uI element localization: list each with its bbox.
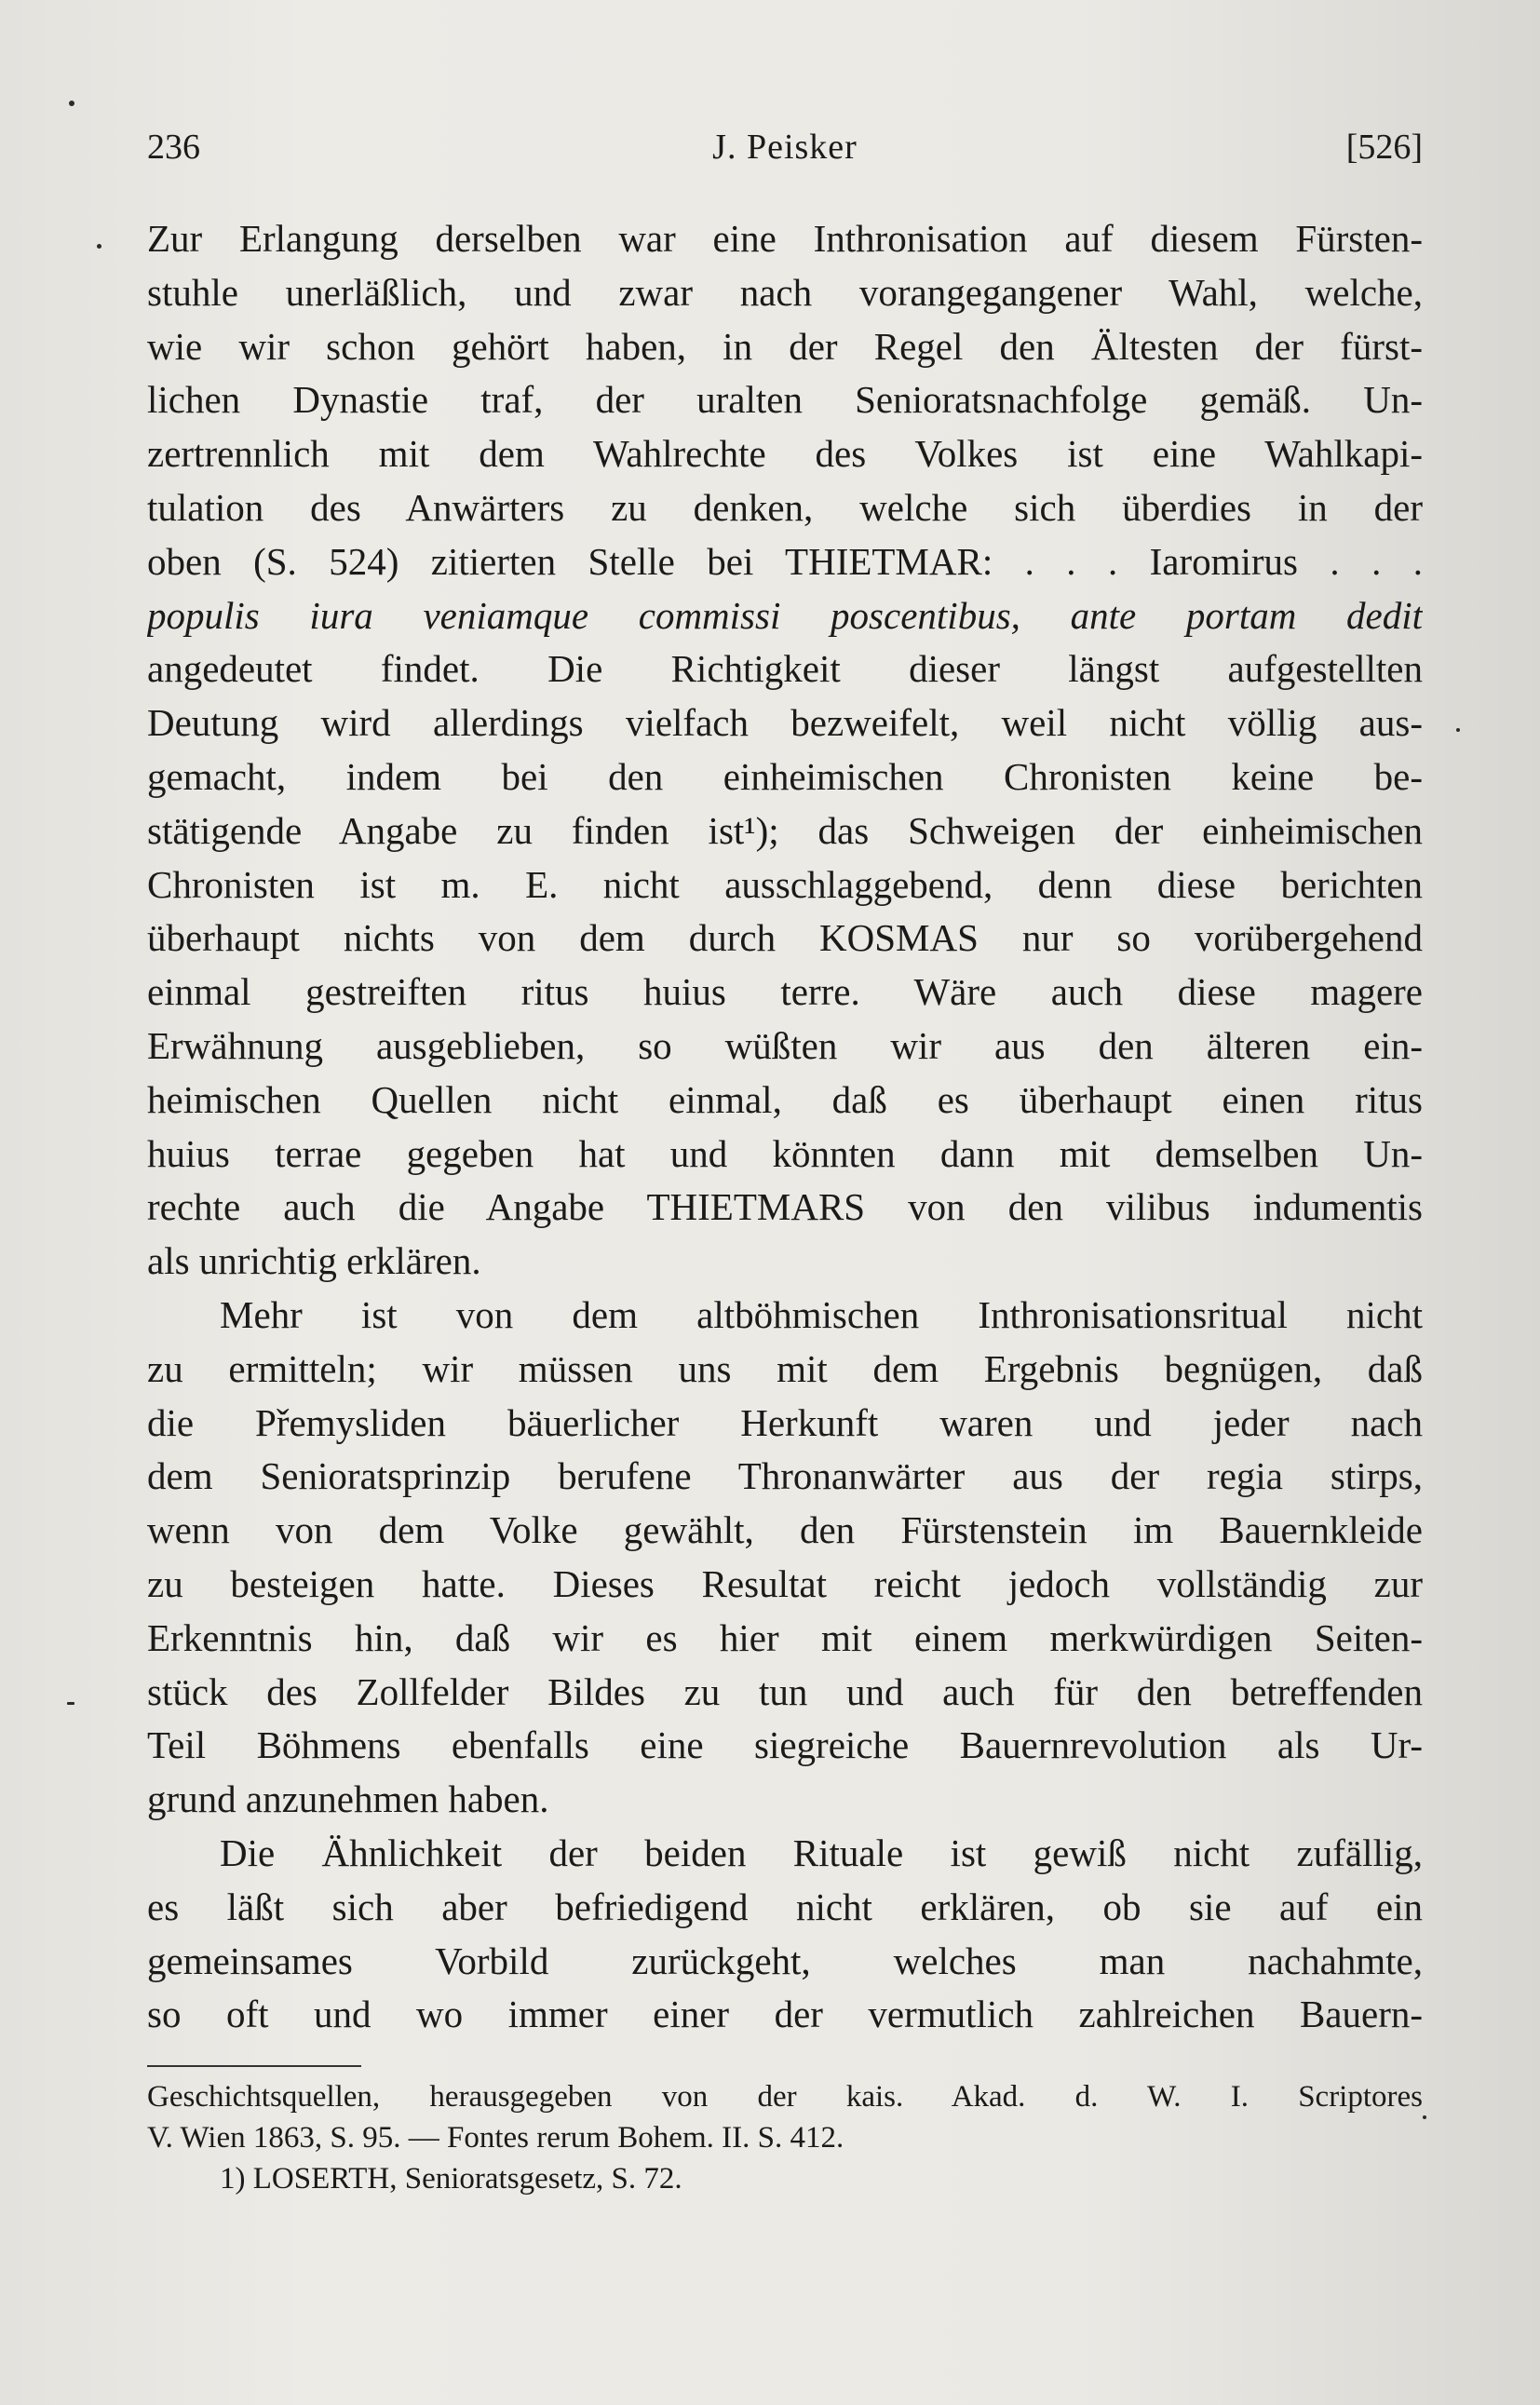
text-line: so oft und wo immer einer der vermutlich zahlreichen Bauern- bbox=[147, 1993, 1423, 2036]
text-line: wenn von dem Volke gewählt, den Fürstenstein im Bauernkleide bbox=[147, 1508, 1423, 1552]
text-line: gemeinsames Vorbild zurückgeht, welches man nachahmte, bbox=[147, 1939, 1423, 1982]
body-text bbox=[147, 212, 1423, 2042]
footnote-rule bbox=[147, 2065, 361, 2067]
text-line: Die Ähnlichkeit der beiden Rituale ist gewiß nicht zufällig, bbox=[220, 1831, 1423, 1874]
text-line: oben (S. 524) zitierten Stelle bei THIETMAR: . . . Iaromirus . . . bbox=[147, 539, 1423, 583]
text-line: wie wir schon gehört haben, in der Regel den Ältesten der fürst- bbox=[147, 324, 1423, 368]
footnote-line: V. Wien 1863, S. 95. — Fontes rerum Bohem. II. S. 412. bbox=[147, 2121, 844, 2155]
text-line: rechte auch die Angabe THIETMARS von den vilibus indumentis bbox=[147, 1185, 1423, 1229]
text-line: Erwähnung ausgeblieben, so wüßten wir aus den älteren ein- bbox=[147, 1023, 1423, 1067]
text-line: heimischen Quellen nicht einmal, daß es überhaupt einen ritus bbox=[147, 1077, 1423, 1121]
text-line: Teil Böhmens ebenfalls eine siegreiche Bauernrevolution als Ur- bbox=[147, 1723, 1423, 1767]
text-line: zu ermitteln; wir müssen uns mit dem Ergebnis begnügen, daß bbox=[147, 1346, 1423, 1390]
text-line: populis iura veniamque commissi poscentibus, ante portam dedit bbox=[147, 593, 1423, 637]
text-line: Zur Erlangung derselben war eine Inthronisation auf diesem Fürsten- bbox=[147, 217, 1423, 260]
text-line: stück des Zollfelder Bildes zu tun und auch für den betreffenden bbox=[147, 1669, 1423, 1713]
text-line: Chronisten ist m. E. nicht ausschlaggebend, denn diese berichten bbox=[147, 862, 1423, 906]
text-line: angedeutet findet. Die Richtigkeit dieser längst aufgestellten bbox=[147, 647, 1423, 691]
text-line: huius terrae gegeben hat und könnten dann mit demselben Un- bbox=[147, 1131, 1423, 1175]
text-line: Deutung wird allerdings vielfach bezweifelt, weil nicht völlig aus- bbox=[147, 701, 1423, 745]
ink-speck bbox=[67, 1702, 74, 1705]
text-line: gemacht, indem bei den einheimischen Chronisten keine be- bbox=[147, 754, 1423, 798]
ink-speck bbox=[1456, 728, 1460, 732]
page-number: 236 bbox=[147, 128, 200, 167]
text-line: tulation des Anwärters zu denken, welche sich überdies in der bbox=[147, 485, 1423, 529]
ink-speck bbox=[1423, 2115, 1426, 2119]
text-line: dem Senioratsprinzip berufene Thronanwärter aus der regia stirps, bbox=[147, 1454, 1423, 1498]
footnotes bbox=[147, 2076, 1423, 2199]
original-page-number: [526] bbox=[1345, 128, 1423, 167]
footnote-line: 1) LOSERTH, Senioratsgesetz, S. 72. bbox=[220, 2162, 682, 2196]
text-line: grund anzunehmen haben. bbox=[147, 1777, 549, 1821]
text-line: Mehr ist von dem altböhmischen Inthronisationsritual nicht bbox=[220, 1292, 1423, 1336]
text-line: es läßt sich aber befriedigend nicht erklären, ob sie auf ein bbox=[147, 1885, 1423, 1928]
ink-speck bbox=[69, 101, 74, 106]
text-line: die Přemysliden bäuerlicher Herkunft waren und jeder nach bbox=[147, 1400, 1423, 1444]
running-head-author: J. Peisker bbox=[712, 128, 858, 167]
running-head bbox=[147, 119, 1423, 175]
text-line: einmal gestreiften ritus huius terre. Wäre auch diese magere bbox=[147, 970, 1423, 1014]
text-line: zertrennlich mit dem Wahlrechte des Volkes ist eine Wahlkapi- bbox=[147, 432, 1423, 476]
text-line: zu besteigen hatte. Dieses Resultat reicht jedoch vollständig zur bbox=[147, 1561, 1423, 1605]
text-line: lichen Dynastie traf, der uralten Senioratsnachfolge gemäß. Un- bbox=[147, 378, 1423, 422]
text-line: stuhle unerläßlich, und zwar nach vorangegangener Wahl, welche, bbox=[147, 270, 1423, 314]
text-line: als unrichtig erklären. bbox=[147, 1239, 481, 1283]
text-line: stätigende Angabe zu finden ist¹); das Schweigen der einheimischen bbox=[147, 808, 1423, 852]
footnote-line: Geschichtsquellen, herausgegeben von der kais. Akad. d. W. I. Scriptores bbox=[147, 2080, 1423, 2114]
text-line: Erkenntnis hin, daß wir es hier mit einem merkwürdigen Seiten- bbox=[147, 1615, 1423, 1659]
ink-speck bbox=[97, 244, 101, 249]
text-line: überhaupt nichts von dem durch KOSMAS nur so vorübergehend bbox=[147, 916, 1423, 960]
